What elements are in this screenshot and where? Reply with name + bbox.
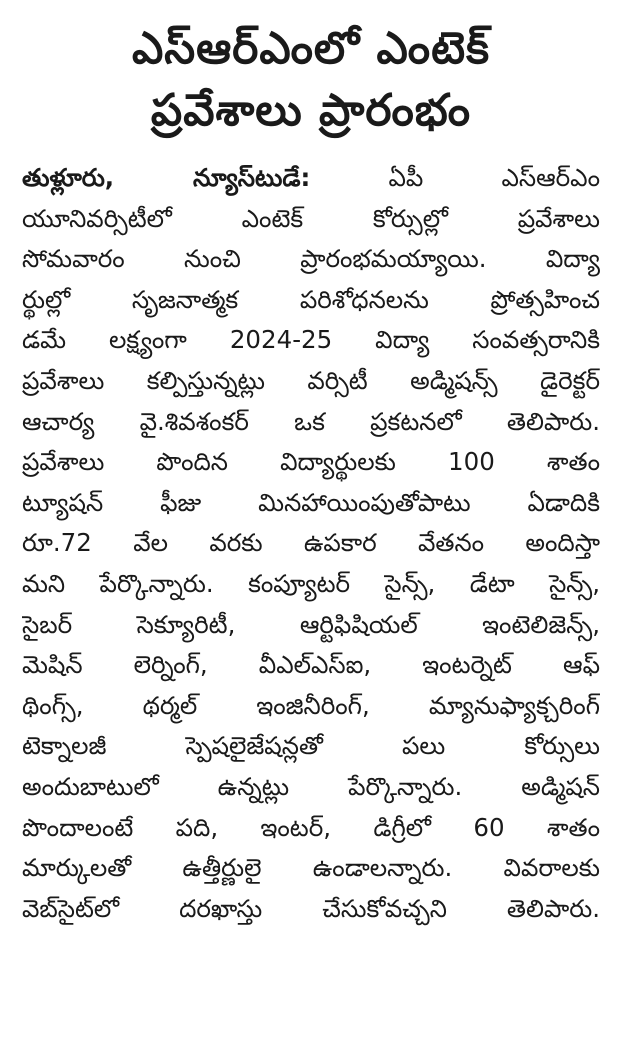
body-line: అందుబాటులో ఉన్నట్లు పేర్కొన్నారు. అడ్మిషన్ — [22, 771, 600, 801]
body-line: సోమవారం నుంచి ప్రారంభమయ్యాయి. విద్యా — [22, 244, 600, 274]
body-line: మార్కులతో ఉత్తీర్ణులై ఉండాలన్నారు. వివరాలకు — [22, 853, 600, 883]
body-line: యూనివర్సిటీలో ఎంటెక్ కోర్సుల్లో ప్రవేశాలు — [22, 203, 600, 233]
body-line: ర్థుల్లో సృజనాత్మక పరిశోధనలను ప్రోత్సహించ — [22, 284, 600, 314]
body-line-first — [22, 158, 600, 199]
body-line: ఆచార్య వై.శివశంకర్ ఒక ప్రకటనలో తెలిపారు. — [22, 406, 600, 436]
body-line: రూ.72 వేల వరకు ఉపకార వేతనం అందిస్తా — [22, 528, 600, 558]
article-body — [22, 158, 600, 929]
body-line: వెబ్‌సైట్‌లో దరఖాస్తు చేసుకోవచ్చని తెలిపారు. — [22, 893, 600, 923]
body-line: సైబర్ సెక్యూరిటీ, ఆర్టిఫిషియల్ ఇంటెలిజెన్స్, — [22, 609, 600, 639]
body-line: మని పేర్కొన్నారు. కంప్యూటర్ సైన్స్, డేటా సైన్స్, — [22, 568, 600, 598]
headline-line-1: ఎస్ఆర్ఎంలో ఎంటెక్ — [131, 23, 491, 74]
body-line: పొందాలంటే పది, ఇంటర్, డిగ్రీలో 60 శాతం — [22, 812, 600, 842]
headline — [22, 18, 600, 142]
body-line: ప్రవేశాలు కల్పిస్తున్నట్లు వర్సిటీ అడ్మిషన్స్ డైరెక్టర్ — [22, 365, 600, 395]
body-line: మెషిన్ లెర్నింగ్, వీఎల్ఎస్ఐ, ఇంటర్నెట్ ఆఫ్ — [22, 650, 600, 680]
body-line: ప్రవేశాలు పొందిన విద్యార్థులకు 100 శాతం — [22, 447, 600, 477]
headline-line-2: ప్రవేశాలు ప్రారంభం — [150, 85, 472, 136]
body-line: థింగ్స్, థర్మల్ ఇంజినీరింగ్, మ్యానుఫ్యాక్చరింగ్ — [22, 690, 600, 720]
first-line-rest: ఏపీ ఎస్ఆర్ఎం — [388, 163, 600, 192]
body-line: ట్యూషన్ ఫీజు మినహాయింపుతోపాటు ఏడాదికి — [22, 487, 600, 517]
body-line: టెక్నాలజీ స్పెషలైజేషన్లతో పలు కోర్సులు — [22, 731, 600, 761]
body-line: డమే లక్ష్యంగా 2024-25 విద్యా సంవత్సరానికి — [22, 325, 600, 355]
dateline: తుళ్లూరు, న్యూస్‌టుడే: — [22, 163, 311, 192]
